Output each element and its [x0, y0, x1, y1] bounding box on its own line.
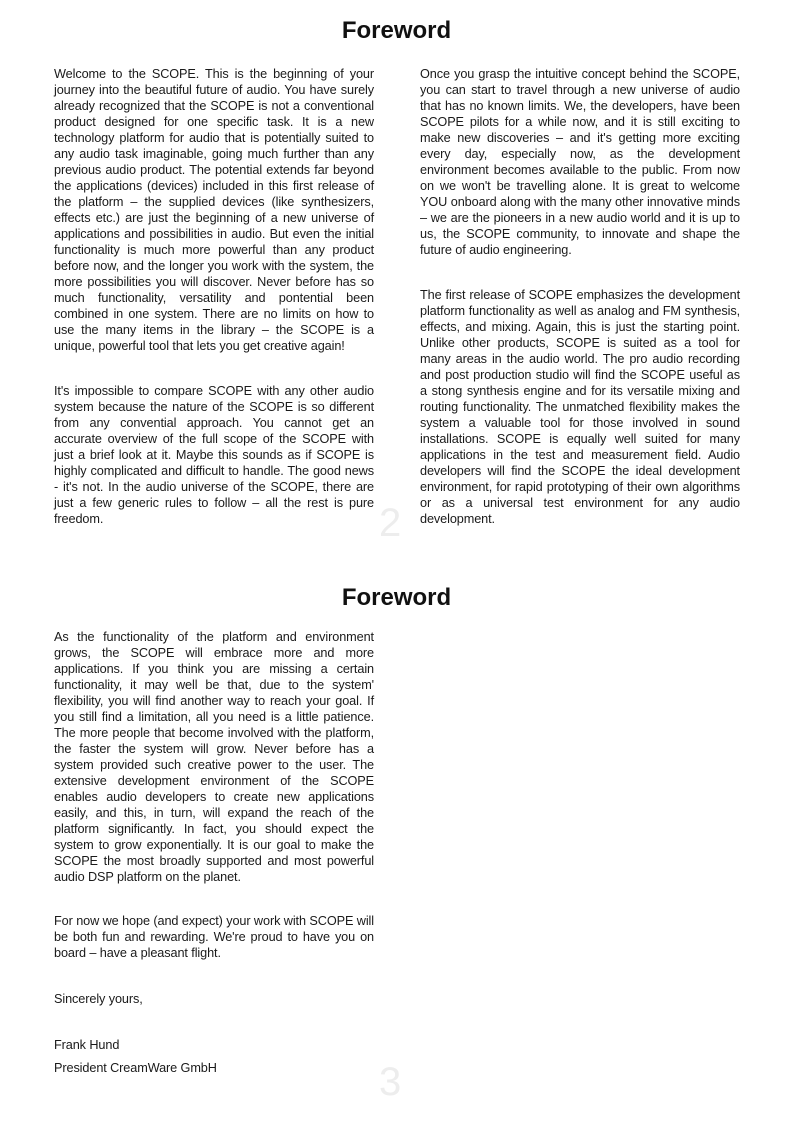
paragraph: The first release of SCOPE emphasizes the development platform functionality as well as analog and FM synthesis, effects, and mixing. Again, this is just the starting point. Unlike other products, SCOPE is suited as a tool for many areas in the audio world. The pro audio recording and post production studio will find the SCOPE useful as a stong synthesis engine and for its versatile mixing and routing functionality. The unmatched flexibility makes the system a valuable tool for those involved in sound installations. SCOPE is equally well suited for many applications in the test and measurement field. Audio developers will find the SCOPE the ideal development environment, for rapid prototyping of their own algorithms or as a universal test environment for any audio development.: [420, 287, 740, 526]
right-column: [420, 66, 740, 527]
paragraph: For now we hope (and expect) your work with SCOPE will be both fun and rewarding. We're proud to have you on board – have a pleasant flight.: [54, 913, 374, 960]
paragraph: As the functionality of the platform and environment grows, the SCOPE will embrace more and more applications. If you think you are missing a certain functionality, it may well be that, due to the system' flexibility, you will find another way to reach your goal. If you still find a limitation, all you need is a little patience. The more people that become involved with the platform, the faster the system will grow. Never before has a system provided such creative power to the user. The extensive development environment of the SCOPE enables audio developers to create new applications easily, and this, in turn, will expand the reach of the platform significantly. In fact, you should expect the system to grow exponentially. It is our goal to make the SCOPE the most broadly supported and most powerful audio DSP platform on the planet.: [54, 629, 374, 884]
page-2: [0, 0, 793, 527]
page-number-watermark: 3: [379, 1060, 402, 1104]
foreword-heading: Foreword: [341, 17, 452, 44]
two-column-layout: [0, 46, 793, 527]
paragraph: It's impossible to compare SCOPE with any other audio system because the nature of the SCOPE is so different from any convential approach. You cannot get an accurate overview of the full scope of the SCOPE with just a brief look at it. Maybe this sounds as if SCOPE is highly complicated and difficult to handle. The good news - it's not. In the audio universe of the SCOPE, there are just a few generic rules to follow – all the rest is pure freedom.: [54, 383, 374, 526]
page-number-watermark: 2: [379, 501, 402, 545]
signature-title: President CreamWare GmbH: [54, 1060, 217, 1075]
page-3: [0, 563, 793, 1076]
single-column: [54, 629, 374, 1076]
signature-name: Frank Hund: [54, 1037, 120, 1052]
foreword-heading: Foreword: [341, 584, 452, 611]
paragraph: Welcome to the SCOPE. This is the beginning of your journey into the beautiful future of audio. You have surely already recognized that the SCOPE is not a conventional product designed for one specific task. It is a new technology platform for audio that is potentially suited to any audio task imaginable, going much further than any previous audio product. The potential extends far beyond the applications (devices) included in this first release of the platform – the supplied devices (like synthesizers, effects etc.) are just the beginning of a new universe of applications and possibilities in audio. But even the initial functionality is much more powerful than any product before now, and the longer you work with the system, the more possibilities you will discover. Never before has so much functionality, versatility and pontential been combined in one system. There are no limits on how to use the many items in the library – the SCOPE is a unique, powerful tool that lets you get creative again!: [54, 66, 374, 353]
paragraph: Once you grasp the intuitive concept behind the SCOPE, you can start to travel through a new universe of audio that has no known limits. We, the developers, have been SCOPE pilots for a while now, and it is still exciting to make new discoveries – and it's getting more exciting every day, especially now, as the development environment becomes available to the public. From now on we won't be travelling alone. It is great to welcome YOU onboard along with the many other innovative minds – we are the pioneers in a new audio world and it is up to us, the SCOPE community, to innovate and shape the future of audio engineering.: [420, 66, 740, 257]
left-column: [54, 66, 374, 527]
closing-line: Sincerely yours,: [54, 991, 143, 1006]
